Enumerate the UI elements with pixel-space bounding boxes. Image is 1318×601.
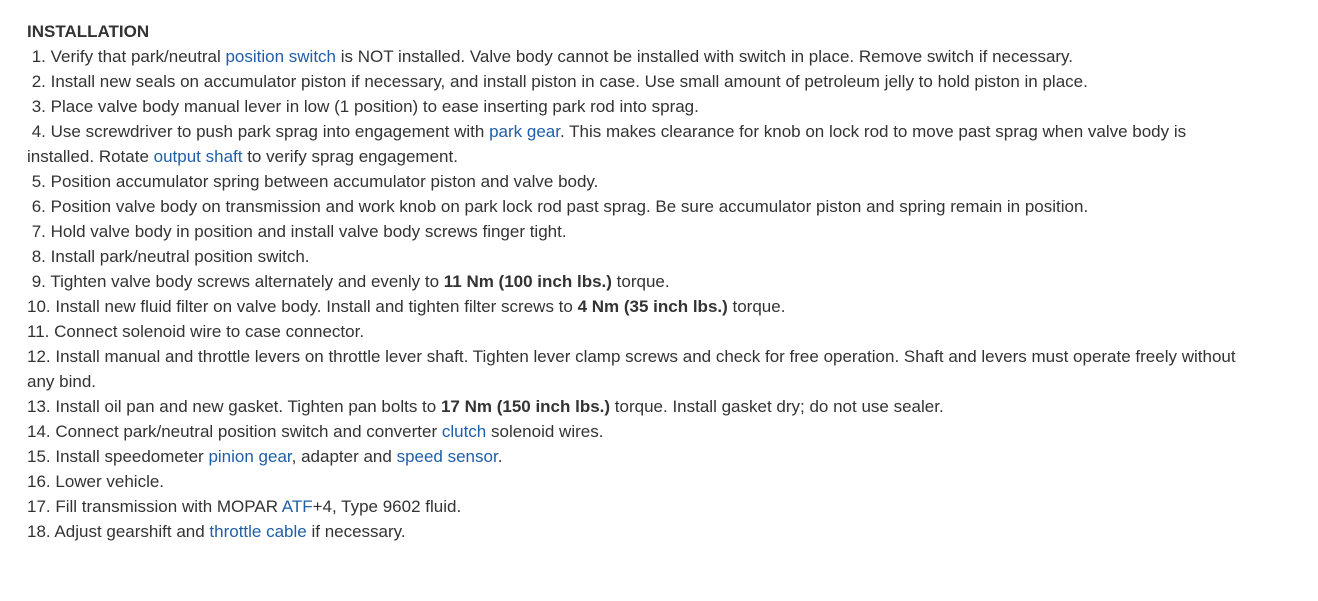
step-number: 2. bbox=[27, 72, 51, 91]
step-text: Tighten valve body screws alternately and evenly to bbox=[50, 272, 444, 291]
step-text: , adapter and bbox=[291, 447, 397, 466]
step-text: Install new fluid filter on valve body. Install and tighten filter screws to bbox=[55, 297, 578, 316]
step-text: . This makes clearance for knob on lock rod to move past sprag when valve body is installed. Rotate bbox=[27, 122, 1187, 166]
step-item bbox=[27, 119, 1242, 169]
step-number: 14. bbox=[27, 422, 56, 441]
step-text: torque. bbox=[727, 297, 786, 316]
step-link[interactable]: speed sensor bbox=[396, 447, 498, 466]
step-text: Lower vehicle. bbox=[55, 472, 165, 491]
step-text: to verify sprag engagement. bbox=[242, 147, 458, 166]
torque-spec: 17 Nm (150 inch lbs.) bbox=[440, 397, 611, 416]
step-item bbox=[27, 94, 1242, 119]
step-item bbox=[27, 194, 1242, 219]
step-number: 18. bbox=[27, 522, 55, 541]
step-number: 8. bbox=[27, 247, 51, 266]
step-link[interactable]: position switch bbox=[225, 47, 337, 66]
step-item bbox=[27, 394, 1242, 419]
step-text: Adjust gearshift and bbox=[54, 522, 210, 541]
step-number: 10. bbox=[27, 297, 56, 316]
step-link[interactable]: clutch bbox=[441, 422, 487, 441]
step-link[interactable]: throttle cable bbox=[209, 522, 307, 541]
step-item bbox=[27, 294, 1242, 319]
step-text: Place valve body manual lever in low (1 position) to ease inserting park rod into sprag. bbox=[50, 97, 699, 116]
step-number: 9. bbox=[27, 272, 51, 291]
step-text: Position valve body on transmission and work knob on park lock rod past sprag. Be sure accumulator piston and spring remain in position. bbox=[50, 197, 1089, 216]
step-text: if necessary. bbox=[306, 522, 406, 541]
step-text: Install new seals on accumulator piston if necessary, and install piston in case. Use small amount of petroleum jelly to hold piston in place. bbox=[50, 72, 1088, 91]
step-number: 12. bbox=[27, 347, 56, 366]
step-link[interactable]: park gear bbox=[489, 122, 560, 141]
step-number: 11. bbox=[27, 322, 55, 341]
step-number: 7. bbox=[27, 222, 51, 241]
step-item bbox=[27, 169, 1242, 194]
step-item bbox=[27, 469, 1242, 494]
step-item bbox=[27, 269, 1242, 294]
step-number: 3. bbox=[27, 97, 51, 116]
step-item bbox=[27, 419, 1242, 444]
step-number: 5. bbox=[27, 172, 51, 191]
step-number: 16. bbox=[27, 472, 56, 491]
step-text: Position accumulator spring between accumulator piston and valve body. bbox=[50, 172, 599, 191]
step-item bbox=[27, 344, 1242, 394]
step-number: 1. bbox=[27, 47, 51, 66]
step-text: Install manual and throttle levers on throttle lever shaft. Tighten lever clamp screws and check for free operation. Shaft and levers must operate freely without any bind. bbox=[27, 347, 1236, 391]
step-item bbox=[27, 219, 1242, 244]
step-list bbox=[27, 44, 1242, 544]
step-text: is NOT installed. Valve body cannot be installed with switch in place. Remove switch if necessary. bbox=[336, 47, 1074, 66]
step-number: 6. bbox=[27, 197, 51, 216]
step-number: 4. bbox=[27, 122, 51, 141]
step-item bbox=[27, 244, 1242, 269]
torque-spec: 4 Nm (35 inch lbs.) bbox=[577, 297, 728, 316]
step-text: Install speedometer bbox=[55, 447, 209, 466]
step-text: Hold valve body in position and install valve body screws finger tight. bbox=[50, 222, 567, 241]
step-number: 13. bbox=[27, 397, 56, 416]
step-text: Connect solenoid wire to case connector. bbox=[54, 322, 365, 341]
step-text: Install oil pan and new gasket. Tighten pan bolts to bbox=[55, 397, 441, 416]
step-text: Use screwdriver to push park sprag into engagement with bbox=[50, 122, 490, 141]
step-item bbox=[27, 519, 1242, 544]
step-item bbox=[27, 44, 1242, 69]
torque-spec: 11 Nm (100 inch lbs.) bbox=[443, 272, 612, 291]
step-link[interactable]: pinion gear bbox=[208, 447, 292, 466]
step-text: Fill transmission with MOPAR bbox=[55, 497, 282, 516]
step-number: 17. bbox=[27, 497, 56, 516]
step-item bbox=[27, 444, 1242, 469]
step-text: torque. bbox=[611, 272, 670, 291]
step-text: solenoid wires. bbox=[486, 422, 604, 441]
step-number: 15. bbox=[27, 447, 56, 466]
step-item bbox=[27, 319, 1242, 344]
section-heading: INSTALLATION bbox=[27, 22, 150, 41]
step-text: Install park/neutral position switch. bbox=[50, 247, 310, 266]
step-text: . bbox=[497, 447, 503, 466]
step-text: +4, Type 9602 fluid. bbox=[312, 497, 462, 516]
step-item bbox=[27, 494, 1242, 519]
step-link[interactable]: ATF bbox=[281, 497, 313, 516]
step-text: Connect park/neutral position switch and converter bbox=[55, 422, 442, 441]
step-text: Verify that park/neutral bbox=[50, 47, 226, 66]
step-item bbox=[27, 69, 1242, 94]
step-link[interactable]: output shaft bbox=[153, 147, 243, 166]
installation-document bbox=[27, 19, 1242, 544]
step-text: torque. Install gasket dry; do not use sealer. bbox=[610, 397, 944, 416]
